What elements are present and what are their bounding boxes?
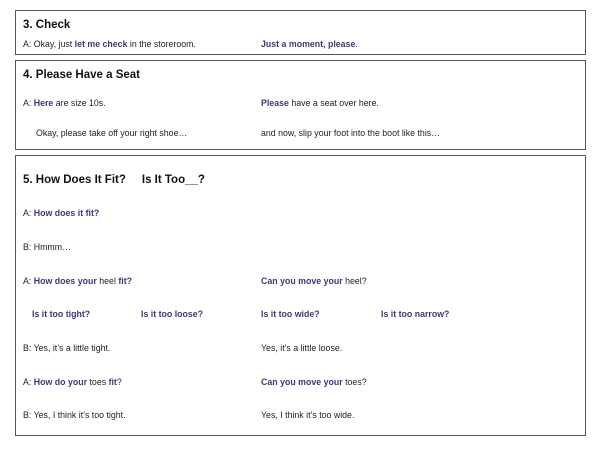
section-5-box [15, 155, 586, 436]
text: A: [23, 208, 34, 218]
section-4-title: 4. Please Have a Seat [23, 69, 140, 81]
section-4-box [15, 60, 586, 150]
section-4-line-2-right: and now, slip your foot into the boot like this… [261, 128, 440, 138]
key-phrase: let me check [74, 39, 128, 49]
key-phrase: Here [33, 98, 54, 108]
section-3-title: 3. Check [23, 19, 71, 31]
answer-tight: B: Yes, it’s a little tight. [23, 343, 111, 353]
text: in the storeroom. [127, 39, 196, 49]
title-part: Is It Too__? [141, 174, 205, 186]
option-too-loose: Is it too loose? [141, 309, 204, 319]
heel-move-question [261, 276, 367, 287]
key-phrase: Can you move your [261, 377, 343, 387]
text: . [355, 39, 358, 49]
section-3-box [15, 10, 586, 55]
text: A: Okay, just [23, 39, 75, 49]
key-phrase: How do your [33, 377, 88, 387]
text: heel [96, 276, 119, 286]
option-too-tight: Is it too tight? [32, 309, 91, 319]
key-phrase: fit [108, 377, 117, 387]
section-4-line-1-left [23, 98, 106, 109]
key-phrase: Please [261, 98, 289, 108]
text: A: [23, 377, 34, 387]
text: toes? [342, 377, 367, 387]
key-phrase: Can you move your [261, 276, 343, 286]
answer-too-wide: Yes, I think it’s too wide. [261, 410, 355, 420]
section-3-left-line [23, 39, 196, 50]
option-too-wide: Is it too wide? [261, 309, 320, 319]
key-phrase: Just a moment, please [261, 39, 356, 49]
text: ? [116, 377, 122, 387]
title-part: 5. How Does It Fit? [23, 174, 126, 186]
key-phrase: fit? [118, 276, 133, 286]
hmmm-line: B: Hmmm… [23, 242, 71, 252]
key-phrase: How does your [33, 276, 97, 286]
section-4-line-2-left: Okay, please take off your right shoe… [36, 128, 188, 138]
fit-question [23, 208, 99, 219]
text: have a seat over here. [288, 98, 379, 108]
toes-question [23, 377, 122, 388]
heel-question [23, 276, 132, 287]
section-5-title [23, 174, 205, 187]
text: A: [23, 276, 34, 286]
toes-move-question [261, 377, 367, 388]
text: A: [23, 98, 34, 108]
answer-loose: Yes, it’s a little loose. [261, 343, 343, 353]
section-4-line-1-right [261, 98, 379, 109]
text: toes [87, 377, 109, 387]
key-phrase: How does it fit? [33, 208, 100, 218]
text: are size 10s. [53, 98, 106, 108]
section-3-right-line [261, 39, 358, 50]
option-too-narrow: Is it too narrow? [381, 309, 450, 319]
text: heel? [342, 276, 367, 286]
answer-too-tight: B: Yes, I think it’s too tight. [23, 410, 126, 420]
